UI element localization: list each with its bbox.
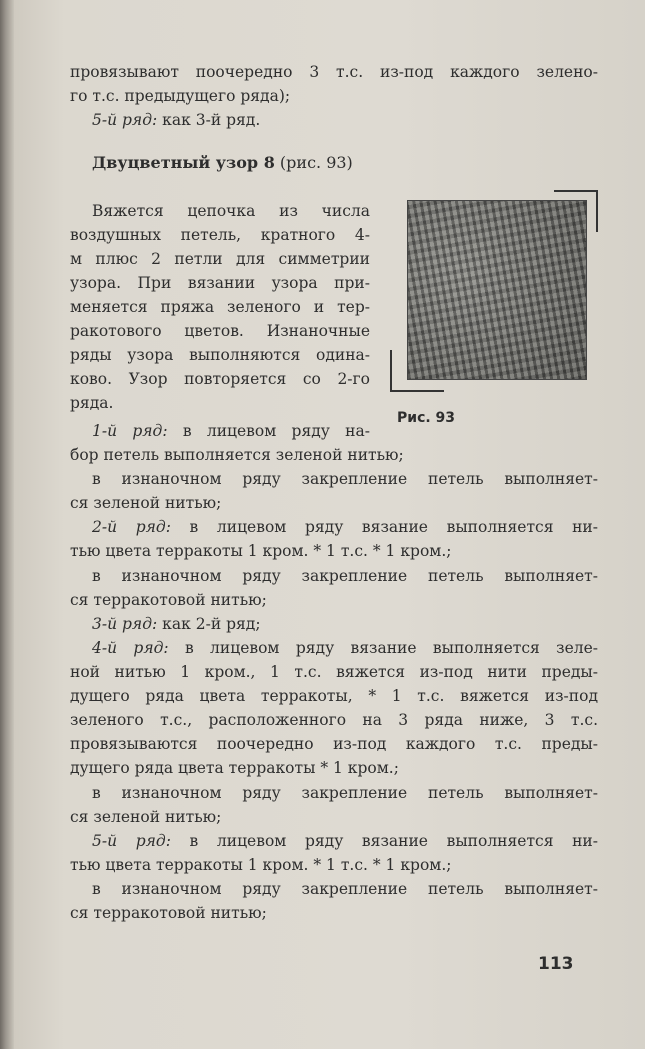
row-text: в лицевом ряду на- — [167, 422, 370, 440]
text-line: тью цвета терракоты 1 кром. * 1 т.с. * 1 кром.; — [70, 542, 452, 560]
text-line: провязываются поочередно из-под каждого т.с. преды- — [70, 735, 598, 753]
row-label: 5-й ряд: — [92, 832, 171, 850]
text-line — [92, 517, 598, 537]
row-text: в лицевом ряду вязание выполняется ни- — [170, 832, 598, 850]
text-line: в изнаночном ряду закрепление петель выполняет- — [92, 567, 598, 585]
text-line: ся терракотовой нитью; — [70, 904, 267, 922]
text-line: го т.с. предыдущего ряда); — [70, 87, 291, 105]
page-number: 113 — [538, 954, 574, 974]
text-line: в изнаночном ряду закрепление петель выполняет- — [92, 470, 598, 488]
text-line: Вяжется цепочка из числа — [92, 202, 370, 220]
row-label: 1-й ряд: — [92, 422, 168, 440]
row-text: как 3-й ряд. — [157, 111, 261, 129]
text-line: ракотового цветов. Изнаночные — [70, 322, 370, 340]
row-text: в лицевом ряду вязание выполняется зеле- — [168, 639, 598, 657]
text-line: тью цвета терракоты 1 кром. * 1 т.с. * 1 кром.; — [70, 856, 452, 874]
figure-caption: Рис. 93 — [397, 410, 456, 426]
text-line: ной нитью 1 кром., 1 т.с. вяжется из-под нити преды- — [70, 663, 598, 681]
text-line: ся зеленой нитью; — [70, 494, 222, 512]
text-line: меняется пряжа зеленого и тер- — [70, 298, 370, 316]
row-label: 2-й ряд: — [92, 518, 171, 536]
row-label: 3-й ряд: — [92, 615, 158, 633]
text-line — [92, 421, 370, 441]
heading-ref: (рис. 93) — [274, 153, 353, 172]
book-spine-shadow — [0, 0, 14, 1049]
text-line: ся зеленой нитью; — [70, 808, 222, 826]
row-text: в лицевом ряду вязание выполняется ни- — [170, 518, 598, 536]
text-line: провязывают поочередно 3 т.с. из-под каждого зелено- — [70, 63, 598, 81]
text-line: воздушных петель, кратного 4- — [70, 226, 370, 244]
figure-frame-corner — [390, 350, 406, 392]
text-line: ряда. — [70, 394, 114, 412]
text-line: зеленого т.с., расположенного на 3 ряда ниже, 3 т.с. — [70, 711, 598, 729]
row-label: 4-й ряд: — [92, 639, 169, 657]
section-heading — [92, 152, 353, 174]
heading-bold: Двуцветный узор 8 — [92, 153, 275, 172]
figure-frame-corner — [390, 390, 444, 392]
text-line: ково. Узор повторяется со 2-го — [70, 370, 370, 388]
text-line: в изнаночном ряду закрепление петель выполняет- — [92, 880, 598, 898]
text-line: м плюс 2 петли для симметрии — [70, 250, 370, 268]
text-line: дущего ряда цвета терракоты * 1 кром.; — [70, 759, 399, 777]
knitting-pattern-photo — [407, 200, 587, 380]
text-line: ряды узора выполняются одина- — [70, 346, 370, 364]
text-line: в изнаночном ряду закрепление петель выполняет- — [92, 784, 598, 802]
text-line — [92, 614, 598, 634]
row-text: как 2-й ряд; — [157, 615, 261, 633]
text-line — [92, 110, 598, 130]
book-page — [14, 0, 645, 1049]
row-label: 5-й ряд: — [92, 111, 158, 129]
text-line — [92, 638, 598, 658]
text-line: ся терракотовой нитью; — [70, 591, 267, 609]
text-line: узора. При вязании узора при- — [70, 274, 370, 292]
text-line — [92, 831, 598, 851]
text-line: бор петель выполняется зеленой нитью; — [70, 446, 404, 464]
text-line: дущего ряда цвета терракоты, * 1 т.с. вяжется из-под — [70, 687, 598, 705]
